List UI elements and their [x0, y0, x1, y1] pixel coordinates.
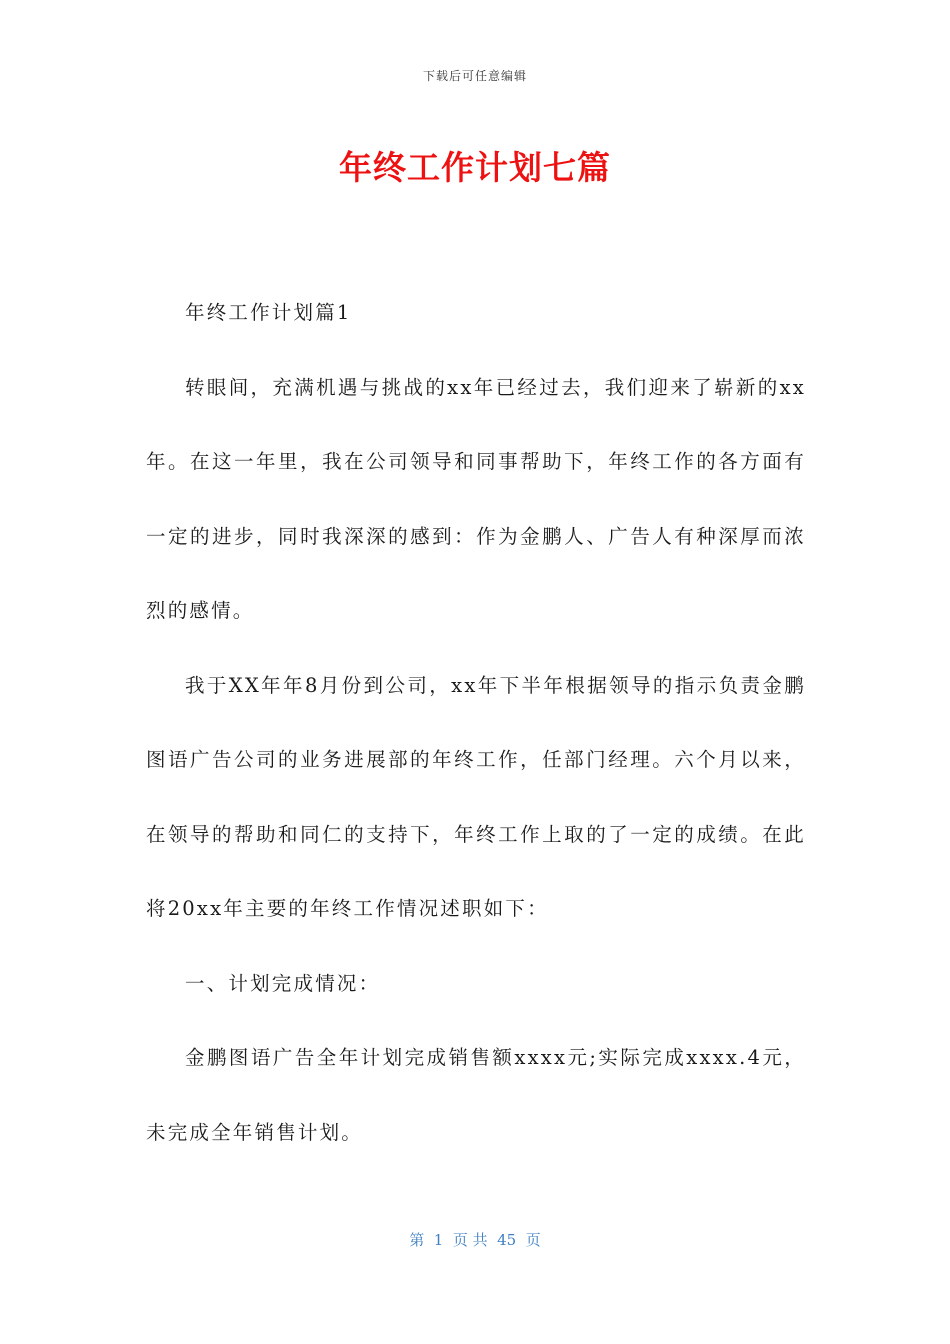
document-body	[146, 276, 806, 1170]
subsection-heading: 一、计划完成情况：	[185, 971, 381, 995]
body-paragraph: 金鹏图语广告全年计划完成销售额xxxx元;实际完成xxxx.4元，未完成全年销售计划。	[146, 1046, 806, 1144]
page-number-footer: 第 1 页 共 45 页	[409, 1231, 541, 1249]
section-heading: 年终工作计划篇1	[185, 301, 352, 324]
header-note: 下载后可任意编辑	[422, 69, 527, 83]
body-paragraph: 转眼间，充满机遇与挑战的xx年已经过去，我们迎来了崭新的xx年。在这一年里，我在公司领导和同事帮助下，年终工作的各方面有一定的进步，同时我深深的感到：作为金鹏人、广告人有种深厚而浓烈的感情。	[146, 375, 806, 622]
document-title: 年终工作计划七篇	[339, 148, 611, 187]
body-paragraph: 我于XX年年8月份到公司，xx年下半年根据领导的指示负责金鹏图语广告公司的业务进展部的年终工作，任部门经理。六个月以来，在领导的帮助和同仁的支持下，年终工作上取的了一定的成绩。在此将20xx年主要的年终工作情况述职如下：	[146, 673, 806, 920]
